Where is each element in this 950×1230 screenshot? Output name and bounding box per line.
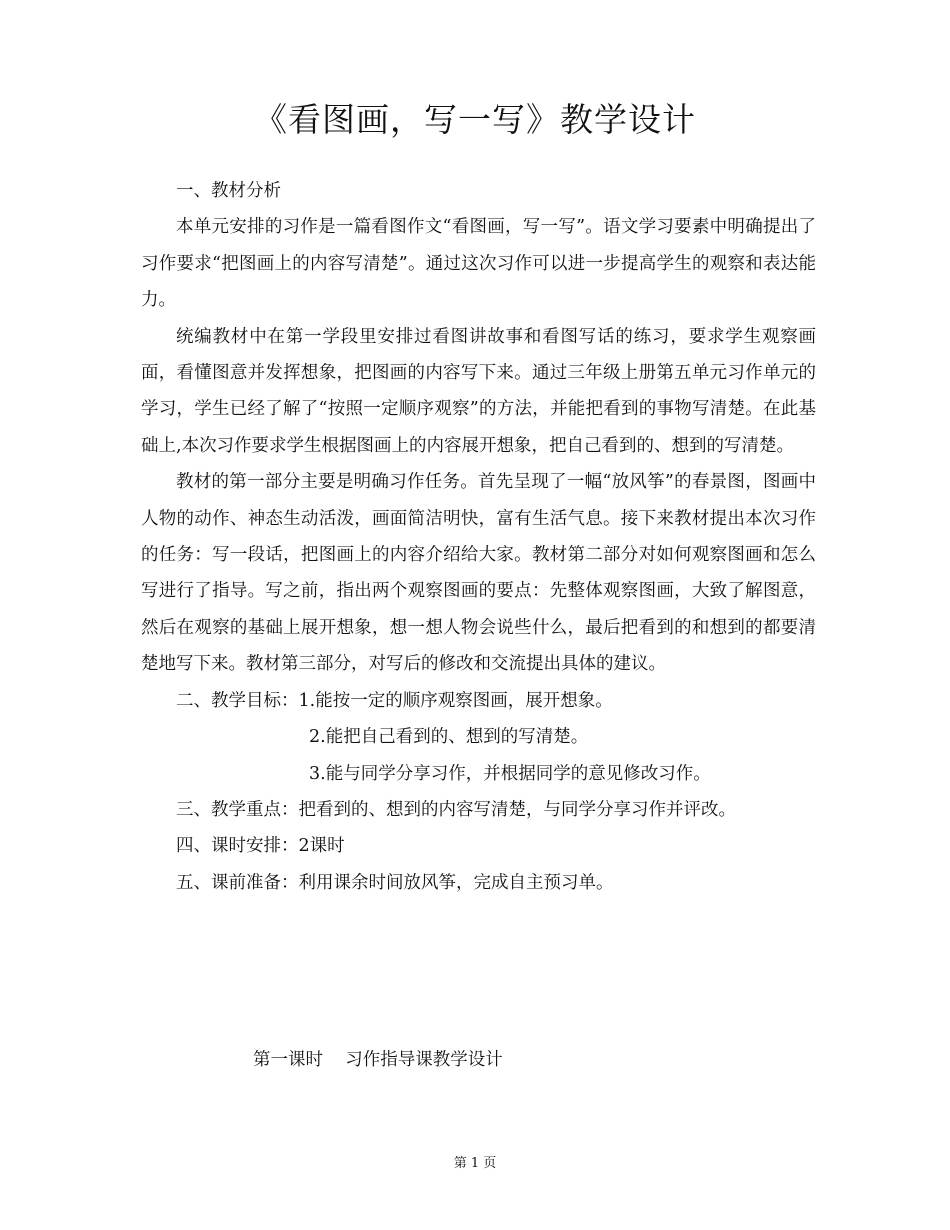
key-points-line: 三、教学重点：把看到的、想到的内容写清楚，与同学分享习作并评改。 bbox=[176, 799, 736, 820]
teaching-goals-line: 二、教学目标：1.能按一定的顺序观察图画，展开想象。 bbox=[176, 690, 613, 711]
teaching-goal-2: 2.能把自己看到的、想到的写清楚。 bbox=[309, 727, 589, 748]
paragraph-3: 教材的第一部分主要是明确习作任务。首先呈现了一幅“放风筝”的春景图，图画中人物的动作、神态生动活泼，画面简洁明快，富有生活气息。接下来教材提出本次习作的任务：写一段话，把图画上的内容介绍给大家。教材第二部分对如何观察图画和怎么写进行了指导。写之前，指出两个观察图画的要点：先整体观察图画，大致了解图意，然后在观察的基础上展开想象，想一想人物会说些什么，最后把看到的和想到的都要清楚地写下来。教材第三部分，对写后的修改和交流提出具体的建议。 bbox=[141, 472, 816, 675]
teaching-goal-3: 3.能与同学分享习作，并根据同学的意见修改习作。 bbox=[309, 763, 711, 784]
preparation-line: 五、课前准备：利用课余时间放风筝，完成自主预习单。 bbox=[176, 872, 614, 893]
paragraph-1: 本单元安排的习作是一篇看图作文“看图画，写一写”。语文学习要素中明确提出了习作要求“把图画上的内容写清楚”。通过这次习作可以进一步提高学生的观察和表达能力。 bbox=[141, 217, 816, 311]
page-number: 第 1 页 bbox=[453, 1156, 497, 1171]
lesson-title: 第一课时 习作指导课教学设计 bbox=[253, 1050, 503, 1070]
paragraph-2: 统编教材中在第一学段里安排过看图讲故事和看图写话的练习，要求学生观察画面，看懂图意并发挥想象，把图画的内容写下来。通过三年级上册第五单元习作单元的学习，学生已经了解了“按照一定顺序观察”的方法，并能把看到的事物写清楚。在此基础上,本次习作要求学生根据图画上的内容展开想象，把自己看到的、想到的写清楚。 bbox=[141, 326, 816, 456]
section-heading-analysis: 一、教材分析 bbox=[176, 181, 281, 201]
schedule-line: 四、课时安排：2课时 bbox=[176, 836, 345, 857]
document-title: 《看图画，写一写》教学设计 bbox=[254, 100, 696, 139]
document-body bbox=[141, 173, 816, 901]
